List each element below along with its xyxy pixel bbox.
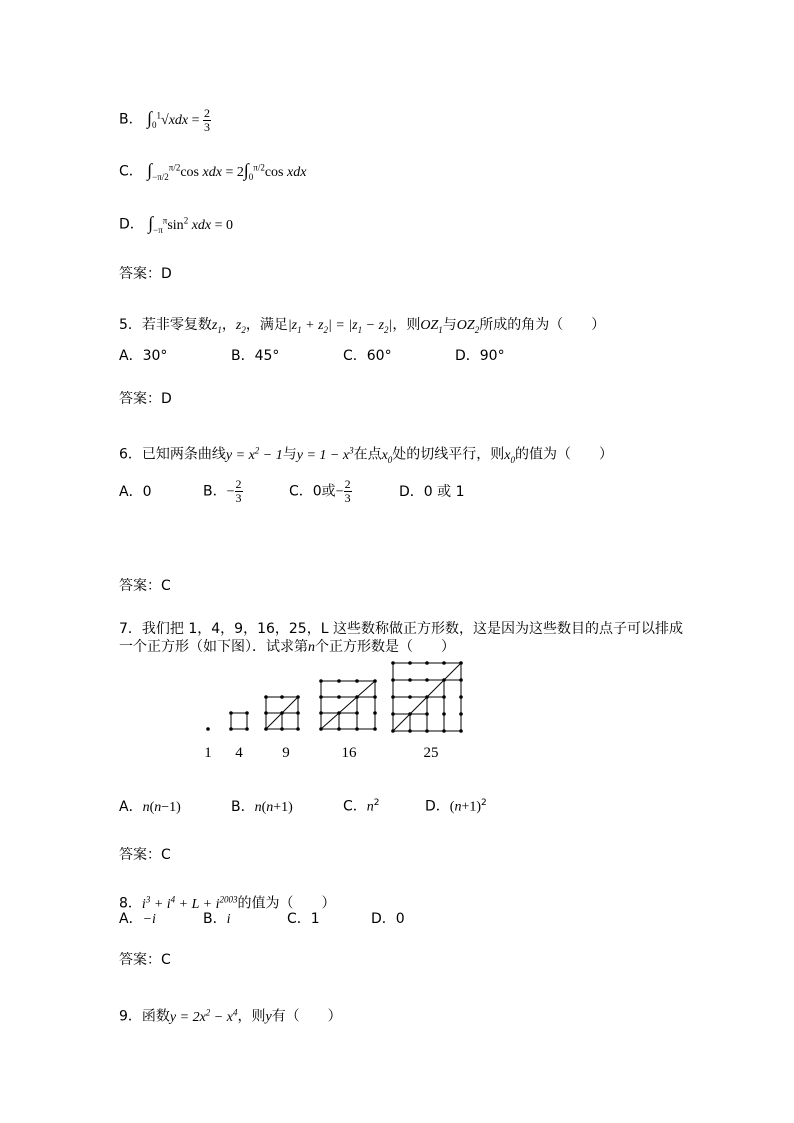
figure-label-25: 25	[423, 745, 439, 761]
q7-answer: 答案：C	[119, 847, 171, 863]
q5-condition: $|z_1 + z_2| = |z_1 - z_2|$	[287, 318, 393, 335]
q6-stem-text-d: 处的切线平行，则	[392, 446, 505, 463]
q6-stem	[119, 441, 613, 468]
dot-pattern-25	[391, 661, 463, 733]
q7-option-d-label: D．	[425, 798, 450, 815]
q4-option-d-label: D．	[119, 216, 144, 233]
dot-pattern-4	[229, 711, 249, 731]
q7-option-c: C．$n^2$	[343, 798, 380, 815]
q4-option-b	[119, 106, 211, 134]
q5-answer: 答案：D	[119, 391, 172, 407]
q8-option-c: C．1	[287, 911, 320, 927]
q7-option-c-label: C．	[343, 798, 367, 815]
q6-answer: 答案：C	[119, 578, 171, 594]
q4-option-d-formula: $\int_{-\pi}^\pi\sin^2$ xdx = 0	[148, 212, 234, 235]
q4-option-c-formula: $\int_{-\pi/2}^{\pi/2}\cos$ xdx = $2\int_0^{\pi/2}\cos$ xdx	[147, 159, 307, 182]
q5-stem-text-a: 5．若非零复数	[119, 317, 212, 333]
q4-answer: 答案：D	[119, 266, 172, 282]
q8-option-b: B．i	[203, 911, 231, 927]
q6-x0-2: $x_0$	[504, 447, 516, 465]
q6-curve1: $y = x^2 - 1$	[225, 445, 283, 463]
figure-label-9: 9	[282, 745, 290, 761]
q7-line2-text-a: 一个正方形（如下图）．试求第	[119, 639, 308, 655]
q6-options	[119, 478, 465, 506]
q6-option-c-label: C．0或	[289, 483, 336, 500]
q9-stem-text-a: 9．函数	[119, 1008, 170, 1025]
q8-number: 8．	[119, 895, 142, 912]
figure-label-1: 1	[204, 745, 212, 761]
q6-stem-text-e: 的值为（ ）	[515, 446, 614, 463]
q8-option-a: A．−i	[119, 911, 156, 927]
q6-option-d: D．0 或 1	[399, 483, 465, 500]
q4-option-d	[119, 211, 233, 238]
q6-stem-text-b: 与	[282, 446, 297, 463]
q4-option-c-label: C．	[119, 163, 143, 180]
q6-option-b: B．− $\frac{2}{3}$	[203, 477, 242, 505]
q5-vector-oz2: $OZ_2$	[456, 318, 480, 335]
figure-label-4: 4	[235, 745, 243, 761]
q5-stem-text-e: 所成的角为（ ）	[479, 317, 606, 333]
q5-stem: 5．若非零复数$z_1$，$z_2$，满足$|z_1 + z_2| = |z_1 - z_2|$，则$OZ_1$与$OZ_2$所成的角为（ ）	[119, 317, 606, 335]
q7-option-b-label: B．	[231, 798, 255, 815]
q6-stem-text-a: 6．已知两条曲线	[119, 446, 226, 463]
q6-x0: $x_0$	[381, 447, 393, 465]
q5-z1: $z_1$	[211, 318, 222, 335]
q6-option-a: A．0	[119, 483, 152, 500]
square-numbers-svg	[195, 655, 485, 765]
q5-option-b: B．45°	[231, 348, 280, 364]
q8-stem-text-b: 的值为（ ）	[237, 895, 336, 912]
q6-option-c: C．0或− $\frac{2}{3}$	[289, 477, 351, 505]
q4-option-b-formula: $\int_0^1√xdx$ = $\frac{2}{3}$	[147, 105, 211, 134]
q7-option-a: A．n(n−1)	[119, 798, 181, 815]
q5-z2: $z_2$	[235, 318, 246, 335]
square-numbers-figure	[195, 655, 485, 769]
q6-curve2: $y = 1 - x^3$	[296, 445, 354, 463]
q5-vector-oz1: $OZ_1$	[420, 318, 443, 335]
q5-stem-text-d: 与	[442, 317, 457, 333]
q9-stem-text-c: 有（ ）	[271, 1008, 342, 1025]
q8-option-d: D．0	[371, 911, 405, 927]
q9-stem-text-b: ，则	[237, 1008, 266, 1025]
q7-option-a-label: A．	[119, 798, 143, 815]
q8-option-a-label: A．	[119, 911, 143, 927]
q8-option-b-label: B．	[203, 911, 227, 927]
q7-option-d: D．$(n+1)^2$	[425, 798, 487, 815]
q5-option-d: D．90°	[455, 348, 505, 364]
q5-stem-text-c: ，则	[392, 317, 421, 333]
q5-option-c: C．60°	[343, 348, 392, 364]
q7-option-b: B．n(n+1)	[231, 798, 293, 815]
q9-y: y	[265, 1009, 272, 1025]
q9-stem	[119, 1003, 342, 1027]
q6-stem-text-c: 在点	[353, 446, 382, 463]
q7-options	[119, 794, 487, 817]
dot-pattern-9	[264, 695, 300, 731]
q8-options	[119, 910, 405, 929]
q4-option-c	[119, 158, 306, 185]
q7-n: n	[308, 640, 315, 655]
q7-line2-text-b: 个正方形数是（ ）	[315, 639, 455, 655]
q5-options	[119, 347, 505, 365]
q8-series: $i^3 + i^4 + L + i^{2003}$	[141, 894, 238, 912]
dot-pattern-1	[206, 727, 210, 731]
q4-option-b-label: B．	[119, 111, 143, 128]
q5-stem-text-b: ，满足	[245, 317, 288, 333]
figure-label-16: 16	[341, 745, 357, 761]
q8-answer: 答案：C	[119, 952, 171, 968]
dot-pattern-16	[319, 679, 377, 731]
q7-line1: 7．我们把 1，4，9，16，25，L 这些数称做正方形数，这是因为这些数目的点子可以排成	[119, 621, 683, 637]
q9-function: $y = 2x^2 - x^4$	[169, 1007, 238, 1025]
q6-option-b-label: B．	[203, 483, 227, 500]
q5-option-a: A．30°	[119, 348, 168, 364]
